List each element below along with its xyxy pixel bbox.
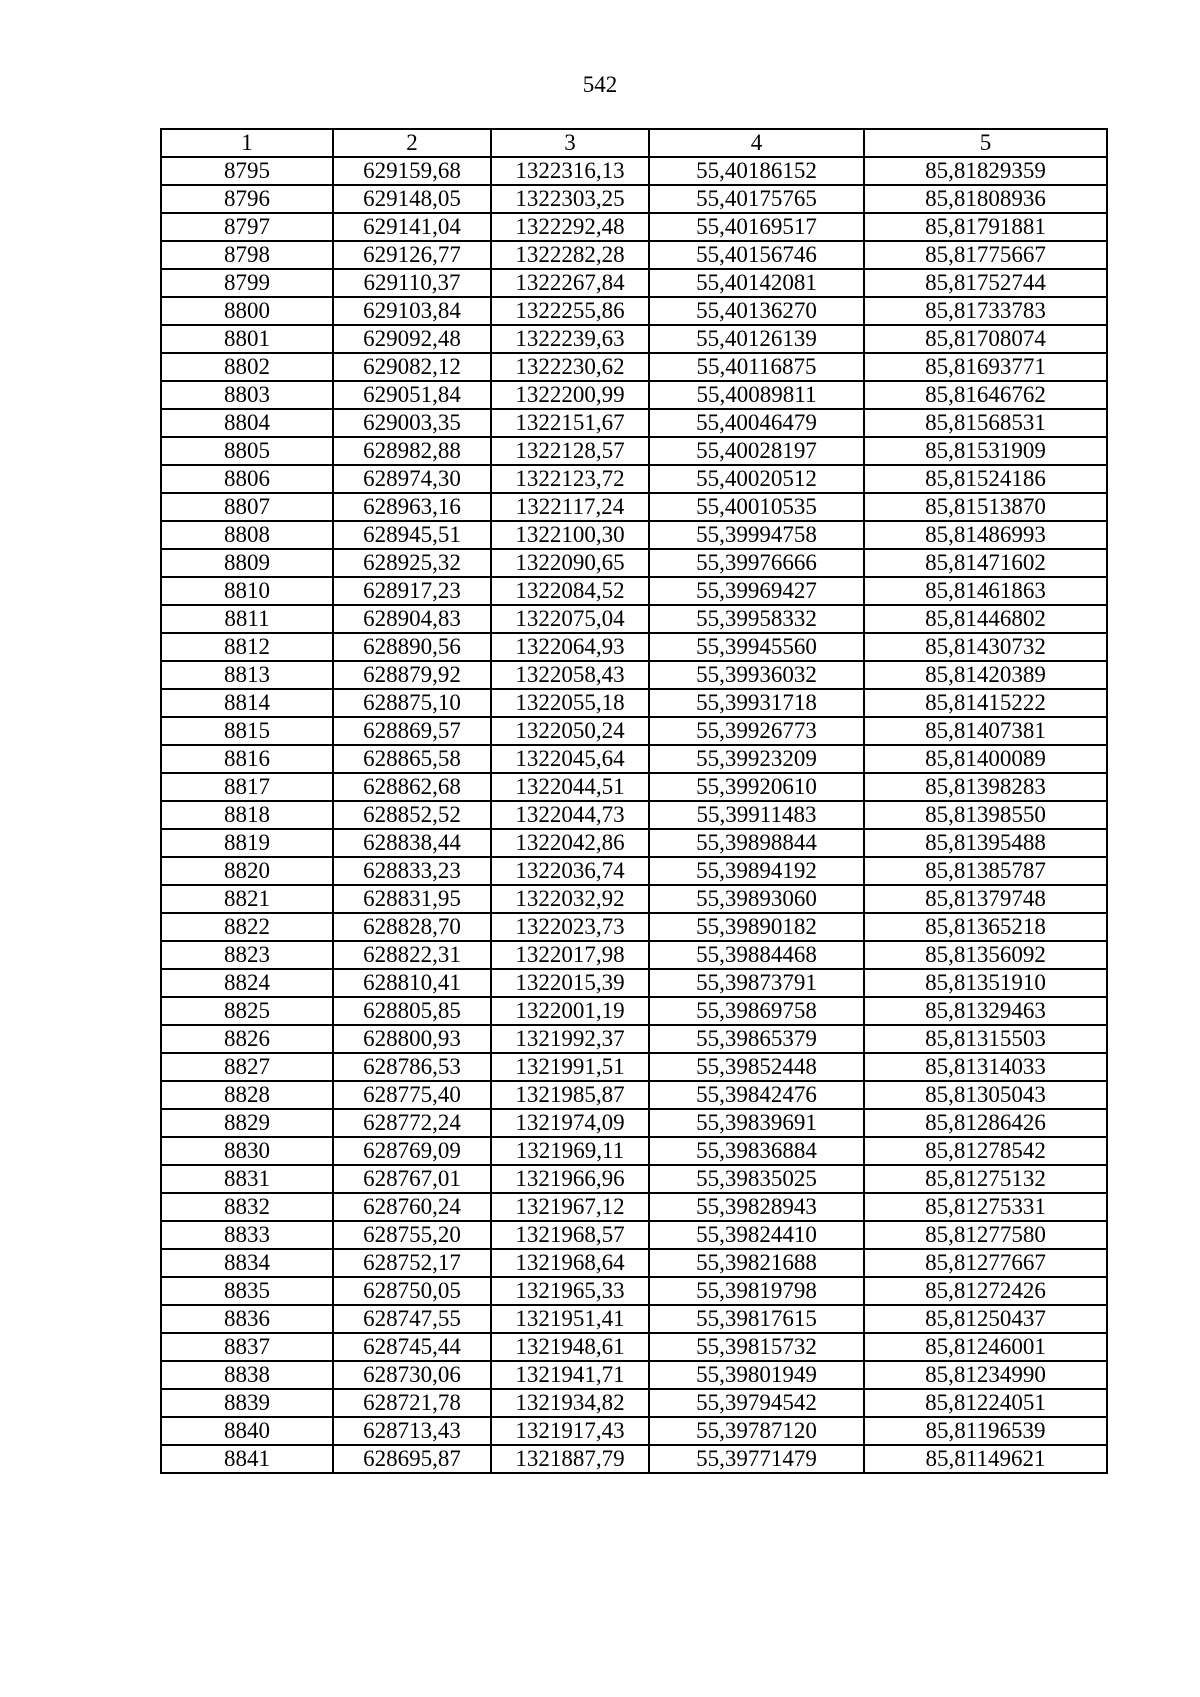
table-cell-col-5: 85,81234990 bbox=[864, 1361, 1107, 1389]
table-cell-col-4: 55,39865379 bbox=[649, 1025, 864, 1053]
table-cell-col-4: 55,39894192 bbox=[649, 857, 864, 885]
table-cell-col-4: 55,39787120 bbox=[649, 1417, 864, 1445]
table-cell-col-5: 85,81708074 bbox=[864, 325, 1107, 353]
table-cell-col-2: 628800,93 bbox=[333, 1025, 491, 1053]
table-cell-col-3: 1322042,86 bbox=[491, 829, 649, 857]
table-cell-col-2: 628875,10 bbox=[333, 689, 491, 717]
table-cell-col-2: 628865,58 bbox=[333, 745, 491, 773]
table-cell-col-5: 85,81400089 bbox=[864, 745, 1107, 773]
table-cell-col-4: 55,40186152 bbox=[649, 157, 864, 185]
table-cell-col-2: 628831,95 bbox=[333, 885, 491, 913]
table-cell-col-3: 1322036,74 bbox=[491, 857, 649, 885]
table-row bbox=[161, 1361, 1107, 1389]
table-cell-col-5: 85,81693771 bbox=[864, 353, 1107, 381]
table-cell-col-1: 8827 bbox=[161, 1053, 333, 1081]
table-cell-col-3: 1321991,51 bbox=[491, 1053, 649, 1081]
table-cell-col-4: 55,39828943 bbox=[649, 1193, 864, 1221]
table-cell-col-1: 8839 bbox=[161, 1389, 333, 1417]
table-cell-col-4: 55,39835025 bbox=[649, 1165, 864, 1193]
table-cell-col-3: 1321917,43 bbox=[491, 1417, 649, 1445]
table-cell-col-5: 85,81646762 bbox=[864, 381, 1107, 409]
table-cell-col-4: 55,39931718 bbox=[649, 689, 864, 717]
table-cell-col-1: 8819 bbox=[161, 829, 333, 857]
table-cell-col-2: 628917,23 bbox=[333, 577, 491, 605]
table-row bbox=[161, 549, 1107, 577]
table-row bbox=[161, 745, 1107, 773]
table-cell-col-4: 55,39920610 bbox=[649, 773, 864, 801]
table-cell-col-1: 8795 bbox=[161, 157, 333, 185]
table-row bbox=[161, 717, 1107, 745]
table-row bbox=[161, 1277, 1107, 1305]
table-cell-col-2: 628752,17 bbox=[333, 1249, 491, 1277]
table-cell-col-2: 628755,20 bbox=[333, 1221, 491, 1249]
table-cell-col-5: 85,81461863 bbox=[864, 577, 1107, 605]
table-cell-col-1: 8797 bbox=[161, 213, 333, 241]
table-cell-col-4: 55,40028197 bbox=[649, 437, 864, 465]
table-cell-col-1: 8808 bbox=[161, 521, 333, 549]
table-cell-col-2: 628963,16 bbox=[333, 493, 491, 521]
table-cell-col-3: 1322084,52 bbox=[491, 577, 649, 605]
table-cell-col-3: 1322117,24 bbox=[491, 493, 649, 521]
table-cell-col-5: 85,81752744 bbox=[864, 269, 1107, 297]
table-cell-col-1: 8824 bbox=[161, 969, 333, 997]
table-row bbox=[161, 857, 1107, 885]
table-cell-col-3: 1322075,04 bbox=[491, 605, 649, 633]
table-cell-col-4: 55,39884468 bbox=[649, 941, 864, 969]
table-row bbox=[161, 493, 1107, 521]
table-cell-col-5: 85,81275331 bbox=[864, 1193, 1107, 1221]
table-cell-col-3: 1321969,11 bbox=[491, 1137, 649, 1165]
table-cell-col-1: 8841 bbox=[161, 1445, 333, 1473]
table-cell-col-3: 1322032,92 bbox=[491, 885, 649, 913]
table-cell-col-1: 8822 bbox=[161, 913, 333, 941]
table-cell-col-2: 628945,51 bbox=[333, 521, 491, 549]
table-row bbox=[161, 1417, 1107, 1445]
table-cell-col-5: 85,81272426 bbox=[864, 1277, 1107, 1305]
table-cell-col-1: 8838 bbox=[161, 1361, 333, 1389]
header-cell-2: 2 bbox=[333, 129, 491, 157]
table-cell-col-4: 55,40116875 bbox=[649, 353, 864, 381]
table-row bbox=[161, 661, 1107, 689]
table-row bbox=[161, 941, 1107, 969]
table-cell-col-4: 55,40020512 bbox=[649, 465, 864, 493]
table-cell-col-5: 85,81149621 bbox=[864, 1445, 1107, 1473]
table-cell-col-5: 85,81351910 bbox=[864, 969, 1107, 997]
table-cell-col-4: 55,39911483 bbox=[649, 801, 864, 829]
table-cell-col-4: 55,39794542 bbox=[649, 1389, 864, 1417]
table-cell-col-2: 629082,12 bbox=[333, 353, 491, 381]
table-cell-col-1: 8813 bbox=[161, 661, 333, 689]
table-row bbox=[161, 1333, 1107, 1361]
table-row bbox=[161, 381, 1107, 409]
table-cell-col-1: 8835 bbox=[161, 1277, 333, 1305]
header-cell-5: 5 bbox=[864, 129, 1107, 157]
table-cell-col-4: 55,40169517 bbox=[649, 213, 864, 241]
table-cell-col-4: 55,39873791 bbox=[649, 969, 864, 997]
table-row bbox=[161, 1165, 1107, 1193]
table-row bbox=[161, 885, 1107, 913]
table-cell-col-3: 1321967,12 bbox=[491, 1193, 649, 1221]
table-cell-col-3: 1322151,67 bbox=[491, 409, 649, 437]
table-cell-col-4: 55,39969427 bbox=[649, 577, 864, 605]
table-cell-col-5: 85,81315503 bbox=[864, 1025, 1107, 1053]
table-cell-col-2: 628879,92 bbox=[333, 661, 491, 689]
table-row bbox=[161, 353, 1107, 381]
table-cell-col-5: 85,81277667 bbox=[864, 1249, 1107, 1277]
table-row bbox=[161, 1249, 1107, 1277]
table-cell-col-3: 1322303,25 bbox=[491, 185, 649, 213]
table-cell-col-1: 8821 bbox=[161, 885, 333, 913]
table-row bbox=[161, 437, 1107, 465]
table-cell-col-5: 85,81531909 bbox=[864, 437, 1107, 465]
table-row bbox=[161, 297, 1107, 325]
table-row bbox=[161, 269, 1107, 297]
table-cell-col-2: 628745,44 bbox=[333, 1333, 491, 1361]
table-cell-col-5: 85,81420389 bbox=[864, 661, 1107, 689]
table-cell-col-1: 8809 bbox=[161, 549, 333, 577]
table-cell-col-4: 55,39771479 bbox=[649, 1445, 864, 1473]
table-cell-col-3: 1322200,99 bbox=[491, 381, 649, 409]
table-cell-col-1: 8826 bbox=[161, 1025, 333, 1053]
table-cell-col-2: 628822,31 bbox=[333, 941, 491, 969]
table-cell-col-4: 55,40010535 bbox=[649, 493, 864, 521]
table-cell-col-1: 8803 bbox=[161, 381, 333, 409]
table-cell-col-4: 55,39852448 bbox=[649, 1053, 864, 1081]
table-cell-col-5: 85,81196539 bbox=[864, 1417, 1107, 1445]
table-cell-col-2: 628904,83 bbox=[333, 605, 491, 633]
table-row bbox=[161, 1305, 1107, 1333]
table-cell-col-1: 8820 bbox=[161, 857, 333, 885]
table-cell-col-5: 85,81791881 bbox=[864, 213, 1107, 241]
table-cell-col-5: 85,81568531 bbox=[864, 409, 1107, 437]
table-cell-col-1: 8805 bbox=[161, 437, 333, 465]
table-cell-col-2: 629092,48 bbox=[333, 325, 491, 353]
table-cell-col-5: 85,81407381 bbox=[864, 717, 1107, 745]
table-cell-col-5: 85,81398550 bbox=[864, 801, 1107, 829]
table-row bbox=[161, 801, 1107, 829]
table-row bbox=[161, 997, 1107, 1025]
table-cell-col-1: 8836 bbox=[161, 1305, 333, 1333]
table-cell-col-4: 55,40175765 bbox=[649, 185, 864, 213]
table-cell-col-5: 85,81305043 bbox=[864, 1081, 1107, 1109]
table-cell-col-4: 55,39817615 bbox=[649, 1305, 864, 1333]
table-cell-col-3: 1321948,61 bbox=[491, 1333, 649, 1361]
table-cell-col-1: 8800 bbox=[161, 297, 333, 325]
table-row bbox=[161, 969, 1107, 997]
table-cell-col-3: 1322090,65 bbox=[491, 549, 649, 577]
table-cell-col-3: 1322017,98 bbox=[491, 941, 649, 969]
table-cell-col-2: 629103,84 bbox=[333, 297, 491, 325]
table-cell-col-4: 55,39839691 bbox=[649, 1109, 864, 1137]
table-cell-col-3: 1321965,33 bbox=[491, 1277, 649, 1305]
table-cell-col-1: 8804 bbox=[161, 409, 333, 437]
table-cell-col-1: 8815 bbox=[161, 717, 333, 745]
table-cell-col-4: 55,40046479 bbox=[649, 409, 864, 437]
table-cell-col-2: 628838,44 bbox=[333, 829, 491, 857]
table-cell-col-4: 55,39842476 bbox=[649, 1081, 864, 1109]
header-cell-4: 4 bbox=[649, 129, 864, 157]
table-cell-col-2: 628810,41 bbox=[333, 969, 491, 997]
table-cell-col-4: 55,40089811 bbox=[649, 381, 864, 409]
table-cell-col-1: 8829 bbox=[161, 1109, 333, 1137]
table-cell-col-1: 8837 bbox=[161, 1333, 333, 1361]
table-cell-col-3: 1321966,96 bbox=[491, 1165, 649, 1193]
table-cell-col-1: 8832 bbox=[161, 1193, 333, 1221]
table-cell-col-1: 8799 bbox=[161, 269, 333, 297]
table-cell-col-3: 1322050,24 bbox=[491, 717, 649, 745]
table-cell-col-1: 8816 bbox=[161, 745, 333, 773]
table-cell-col-5: 85,81775667 bbox=[864, 241, 1107, 269]
table-cell-col-1: 8830 bbox=[161, 1137, 333, 1165]
table-cell-col-4: 55,39926773 bbox=[649, 717, 864, 745]
table-cell-col-3: 1322230,62 bbox=[491, 353, 649, 381]
table-cell-col-4: 55,39898844 bbox=[649, 829, 864, 857]
table-cell-col-2: 628805,85 bbox=[333, 997, 491, 1025]
table-cell-col-5: 85,81356092 bbox=[864, 941, 1107, 969]
table-cell-col-2: 628747,55 bbox=[333, 1305, 491, 1333]
table-cell-col-3: 1322100,30 bbox=[491, 521, 649, 549]
table-body bbox=[161, 157, 1107, 1473]
table-row bbox=[161, 1025, 1107, 1053]
table-cell-col-5: 85,81314033 bbox=[864, 1053, 1107, 1081]
page-number: 542 bbox=[582, 72, 618, 97]
table-cell-col-3: 1322044,73 bbox=[491, 801, 649, 829]
table-cell-col-5: 85,81808936 bbox=[864, 185, 1107, 213]
table-row bbox=[161, 409, 1107, 437]
table-cell-col-3: 1322001,19 bbox=[491, 997, 649, 1025]
table-cell-col-3: 1321968,64 bbox=[491, 1249, 649, 1277]
table-row bbox=[161, 689, 1107, 717]
table-cell-col-5: 85,81277580 bbox=[864, 1221, 1107, 1249]
table-cell-col-4: 55,39824410 bbox=[649, 1221, 864, 1249]
table-cell-col-3: 1322128,57 bbox=[491, 437, 649, 465]
table-row bbox=[161, 1221, 1107, 1249]
table-cell-col-1: 8807 bbox=[161, 493, 333, 521]
table-cell-col-4: 55,40126139 bbox=[649, 325, 864, 353]
table-header bbox=[161, 129, 1107, 157]
table-cell-col-5: 85,81379748 bbox=[864, 885, 1107, 913]
table-cell-col-5: 85,81471602 bbox=[864, 549, 1107, 577]
table-cell-col-2: 628828,70 bbox=[333, 913, 491, 941]
table-row bbox=[161, 1445, 1107, 1473]
table-row bbox=[161, 157, 1107, 185]
table-cell-col-3: 1322023,73 bbox=[491, 913, 649, 941]
table-cell-col-4: 55,39819798 bbox=[649, 1277, 864, 1305]
table-cell-col-5: 85,81329463 bbox=[864, 997, 1107, 1025]
table-cell-col-2: 628721,78 bbox=[333, 1389, 491, 1417]
table-cell-col-2: 629141,04 bbox=[333, 213, 491, 241]
table-cell-col-2: 628852,52 bbox=[333, 801, 491, 829]
table-cell-col-2: 629003,35 bbox=[333, 409, 491, 437]
table-cell-col-2: 628772,24 bbox=[333, 1109, 491, 1137]
table-cell-col-4: 55,39958332 bbox=[649, 605, 864, 633]
table-row bbox=[161, 1053, 1107, 1081]
table-cell-col-1: 8814 bbox=[161, 689, 333, 717]
table-cell-col-1: 8818 bbox=[161, 801, 333, 829]
table-cell-col-5: 85,81278542 bbox=[864, 1137, 1107, 1165]
table-cell-col-2: 628869,57 bbox=[333, 717, 491, 745]
table-cell-col-5: 85,81395488 bbox=[864, 829, 1107, 857]
header-cell-3: 3 bbox=[491, 129, 649, 157]
table-cell-col-2: 629126,77 bbox=[333, 241, 491, 269]
table-row bbox=[161, 465, 1107, 493]
table-cell-col-2: 629148,05 bbox=[333, 185, 491, 213]
table-cell-col-3: 1322058,43 bbox=[491, 661, 649, 689]
table-cell-col-5: 85,81224051 bbox=[864, 1389, 1107, 1417]
table-cell-col-1: 8831 bbox=[161, 1165, 333, 1193]
table-cell-col-1: 8834 bbox=[161, 1249, 333, 1277]
table-cell-col-1: 8801 bbox=[161, 325, 333, 353]
header-cell-1: 1 bbox=[161, 129, 333, 157]
table-cell-col-2: 628833,23 bbox=[333, 857, 491, 885]
table-row bbox=[161, 1193, 1107, 1221]
table-row bbox=[161, 605, 1107, 633]
table-cell-col-5: 85,81524186 bbox=[864, 465, 1107, 493]
table-cell-col-1: 8796 bbox=[161, 185, 333, 213]
table-cell-col-5: 85,81365218 bbox=[864, 913, 1107, 941]
table-cell-col-4: 55,40136270 bbox=[649, 297, 864, 325]
table-cell-col-1: 8798 bbox=[161, 241, 333, 269]
table-row bbox=[161, 913, 1107, 941]
table-cell-col-4: 55,39801949 bbox=[649, 1361, 864, 1389]
table-cell-col-5: 85,81486993 bbox=[864, 521, 1107, 549]
table-row bbox=[161, 1081, 1107, 1109]
table-cell-col-5: 85,81385787 bbox=[864, 857, 1107, 885]
table-row bbox=[161, 1109, 1107, 1137]
table-cell-col-2: 629051,84 bbox=[333, 381, 491, 409]
table-cell-col-1: 8833 bbox=[161, 1221, 333, 1249]
table-cell-col-2: 629159,68 bbox=[333, 157, 491, 185]
table-cell-col-4: 55,39815732 bbox=[649, 1333, 864, 1361]
table-cell-col-5: 85,81250437 bbox=[864, 1305, 1107, 1333]
table-cell-col-1: 8812 bbox=[161, 633, 333, 661]
table-cell-col-3: 1322267,84 bbox=[491, 269, 649, 297]
table-cell-col-4: 55,39936032 bbox=[649, 661, 864, 689]
table-row bbox=[161, 577, 1107, 605]
table-cell-col-3: 1322064,93 bbox=[491, 633, 649, 661]
table-row bbox=[161, 829, 1107, 857]
table-cell-col-2: 628925,32 bbox=[333, 549, 491, 577]
table-cell-col-4: 55,39976666 bbox=[649, 549, 864, 577]
table-cell-col-3: 1322055,18 bbox=[491, 689, 649, 717]
table-cell-col-3: 1322044,51 bbox=[491, 773, 649, 801]
table-cell-col-2: 628769,09 bbox=[333, 1137, 491, 1165]
table-cell-col-2: 628750,05 bbox=[333, 1277, 491, 1305]
table-cell-col-3: 1322255,86 bbox=[491, 297, 649, 325]
table-cell-col-3: 1322045,64 bbox=[491, 745, 649, 773]
table-cell-col-5: 85,81398283 bbox=[864, 773, 1107, 801]
table-row bbox=[161, 241, 1107, 269]
table-cell-col-5: 85,81415222 bbox=[864, 689, 1107, 717]
table-cell-col-5: 85,81286426 bbox=[864, 1109, 1107, 1137]
table-cell-col-3: 1322282,28 bbox=[491, 241, 649, 269]
table-cell-col-3: 1321951,41 bbox=[491, 1305, 649, 1333]
table-row bbox=[161, 633, 1107, 661]
table-cell-col-4: 55,39869758 bbox=[649, 997, 864, 1025]
table-cell-col-4: 55,39994758 bbox=[649, 521, 864, 549]
table-cell-col-4: 55,39945560 bbox=[649, 633, 864, 661]
table-cell-col-1: 8811 bbox=[161, 605, 333, 633]
table-cell-col-3: 1321941,71 bbox=[491, 1361, 649, 1389]
table-cell-col-2: 628695,87 bbox=[333, 1445, 491, 1473]
table-cell-col-2: 628974,30 bbox=[333, 465, 491, 493]
table-cell-col-1: 8825 bbox=[161, 997, 333, 1025]
table-cell-col-2: 628730,06 bbox=[333, 1361, 491, 1389]
table-row bbox=[161, 185, 1107, 213]
table-cell-col-3: 1322015,39 bbox=[491, 969, 649, 997]
header-row bbox=[161, 129, 1107, 157]
table-cell-col-2: 628786,53 bbox=[333, 1053, 491, 1081]
table-cell-col-5: 85,81733783 bbox=[864, 297, 1107, 325]
table-cell-col-3: 1321974,09 bbox=[491, 1109, 649, 1137]
table-cell-col-5: 85,81246001 bbox=[864, 1333, 1107, 1361]
table-cell-col-1: 8828 bbox=[161, 1081, 333, 1109]
table-cell-col-1: 8810 bbox=[161, 577, 333, 605]
table-row bbox=[161, 325, 1107, 353]
table-cell-col-3: 1322123,72 bbox=[491, 465, 649, 493]
table-cell-col-2: 628713,43 bbox=[333, 1417, 491, 1445]
table-cell-col-5: 85,81446802 bbox=[864, 605, 1107, 633]
table-cell-col-3: 1321934,82 bbox=[491, 1389, 649, 1417]
table-cell-col-2: 628982,88 bbox=[333, 437, 491, 465]
table-cell-col-3: 1321985,87 bbox=[491, 1081, 649, 1109]
table-cell-col-2: 628767,01 bbox=[333, 1165, 491, 1193]
table-row bbox=[161, 1389, 1107, 1417]
table-cell-col-1: 8802 bbox=[161, 353, 333, 381]
table-row bbox=[161, 521, 1107, 549]
table-cell-col-2: 628760,24 bbox=[333, 1193, 491, 1221]
table-cell-col-4: 55,39821688 bbox=[649, 1249, 864, 1277]
table-cell-col-4: 55,39890182 bbox=[649, 913, 864, 941]
table-cell-col-4: 55,39893060 bbox=[649, 885, 864, 913]
table-cell-col-5: 85,81430732 bbox=[864, 633, 1107, 661]
table-cell-col-3: 1322292,48 bbox=[491, 213, 649, 241]
table-cell-col-5: 85,81275132 bbox=[864, 1165, 1107, 1193]
table-cell-col-2: 629110,37 bbox=[333, 269, 491, 297]
table-cell-col-2: 628862,68 bbox=[333, 773, 491, 801]
table-cell-col-3: 1322239,63 bbox=[491, 325, 649, 353]
table-cell-col-1: 8817 bbox=[161, 773, 333, 801]
table-cell-col-2: 628890,56 bbox=[333, 633, 491, 661]
table-row bbox=[161, 213, 1107, 241]
coordinates-table bbox=[160, 128, 1108, 1474]
table-row bbox=[161, 1137, 1107, 1165]
table-cell-col-1: 8806 bbox=[161, 465, 333, 493]
table-cell-col-3: 1321968,57 bbox=[491, 1221, 649, 1249]
table-cell-col-1: 8823 bbox=[161, 941, 333, 969]
table-cell-col-4: 55,39923209 bbox=[649, 745, 864, 773]
table-cell-col-5: 85,81829359 bbox=[864, 157, 1107, 185]
table-cell-col-5: 85,81513870 bbox=[864, 493, 1107, 521]
table-cell-col-3: 1321887,79 bbox=[491, 1445, 649, 1473]
table-cell-col-4: 55,40156746 bbox=[649, 241, 864, 269]
table-row bbox=[161, 773, 1107, 801]
table-cell-col-3: 1322316,13 bbox=[491, 157, 649, 185]
table-cell-col-3: 1321992,37 bbox=[491, 1025, 649, 1053]
table-cell-col-2: 628775,40 bbox=[333, 1081, 491, 1109]
table-cell-col-4: 55,40142081 bbox=[649, 269, 864, 297]
table-cell-col-1: 8840 bbox=[161, 1417, 333, 1445]
table-cell-col-4: 55,39836884 bbox=[649, 1137, 864, 1165]
